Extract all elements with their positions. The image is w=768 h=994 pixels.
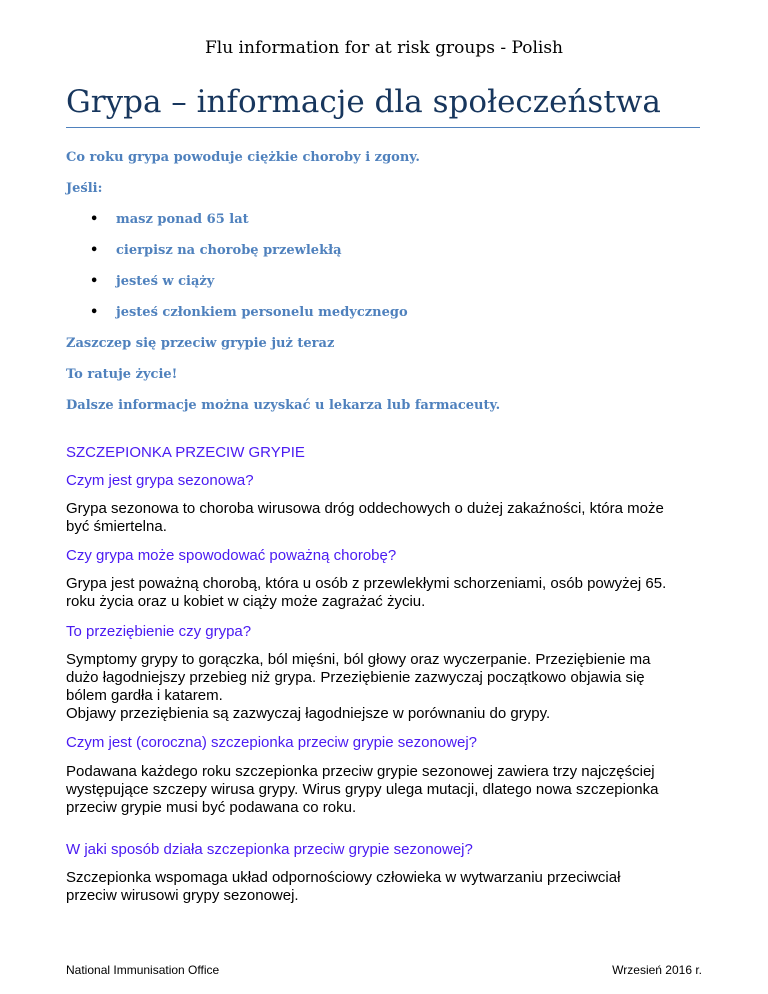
answer-line: Symptomy grypy to gorączka, ból mięśni, ból głowy oraz wyczerpanie. Przeziębienie ma — [66, 651, 651, 668]
bullet-icon: • — [90, 274, 99, 289]
answer-line: Grypa jest poważną chorobą, która u osób z przewlekłymi schorzeniami, osób powyżej 65. — [66, 575, 667, 592]
page-title: Grypa – informacje dla społeczeństwa — [66, 84, 661, 120]
footer-organization: National Immunisation Office — [66, 963, 220, 977]
answer-line: Objawy przeziębienia są zazwyczaj łagodniejsze w porównaniu do grypy. — [66, 705, 551, 722]
faq-question: Czym jest grypa sezonowa? — [66, 472, 254, 489]
faq-question: Czym jest (coroczna) szczepionka przeciw grypie sezonowej? — [66, 734, 477, 751]
section-heading: SZCZEPIONKA PRZECIW GRYPIE — [66, 444, 305, 461]
list-item-text: jesteś członkiem personelu medycznego — [116, 305, 408, 320]
faq-question: Czy grypa może spowodować poważną chorobę? — [66, 547, 397, 564]
faq-question: To przeziębienie czy grypa? — [66, 623, 252, 640]
list-item-text: jesteś w ciąży — [116, 274, 215, 289]
call-to-action: Zaszczep się przeciw grypie już teraz — [66, 336, 335, 351]
intro-statement: Co roku grypa powoduje ciężkie choroby i zgony. — [66, 150, 420, 165]
answer-line: bólem gardła i katarem. — [66, 687, 223, 704]
footer-date: Wrzesień 2016 r. — [612, 963, 702, 977]
faq-answer — [66, 763, 706, 817]
intro-if-label: Jeśli: — [66, 181, 103, 196]
bullet-icon: • — [90, 212, 99, 227]
answer-line: przeciw grypie musi być podawana co roku. — [66, 799, 357, 816]
answer-line: Podawana każdego roku szczepionka przeciw grypie sezonowej zawiera trzy najczęściej — [66, 763, 655, 780]
faq-answer — [66, 651, 706, 723]
answer-line: przeciw wirusowi grypy sezonowej. — [66, 887, 299, 904]
answer-line: roku życia oraz u kobiet w ciąży może zagrażać życiu. — [66, 593, 426, 610]
faq-question: W jaki sposób działa szczepionka przeciw grypie sezonowej? — [66, 841, 473, 858]
answer-line: występujące szczepy wirusa grypy. Wirus grypy ulega mutacji, dlatego nowa szczepionka — [66, 781, 659, 798]
answer-line: dużo łagodniejszy przebieg niż grypa. Przeziębienie zazwyczaj początkowo objawia się — [66, 669, 645, 686]
call-to-action-saves-lives: To ratuje życie! — [66, 367, 178, 382]
faq-answer — [66, 869, 706, 905]
answer-line: Szczepionka wspomaga układ odpornościowy człowieka w wytwarzaniu przeciwciał — [66, 869, 621, 886]
list-item-text: cierpisz na chorobę przewlekłą — [116, 243, 342, 258]
faq-answer — [66, 500, 706, 536]
answer-line: Grypa sezonowa to choroba wirusowa dróg oddechowych o dużej zakaźności, która może — [66, 500, 664, 517]
bullet-icon: • — [90, 243, 99, 258]
further-info-note: Dalsze informacje można uzyskać u lekarza lub farmaceuty. — [66, 398, 501, 413]
faq-answer — [66, 575, 706, 611]
title-underline — [66, 127, 700, 128]
running-header: Flu information for at risk groups - Polish — [204, 38, 564, 58]
list-item-text: masz ponad 65 lat — [116, 212, 249, 227]
answer-line: być śmiertelna. — [66, 518, 167, 535]
bullet-icon: • — [90, 305, 99, 320]
